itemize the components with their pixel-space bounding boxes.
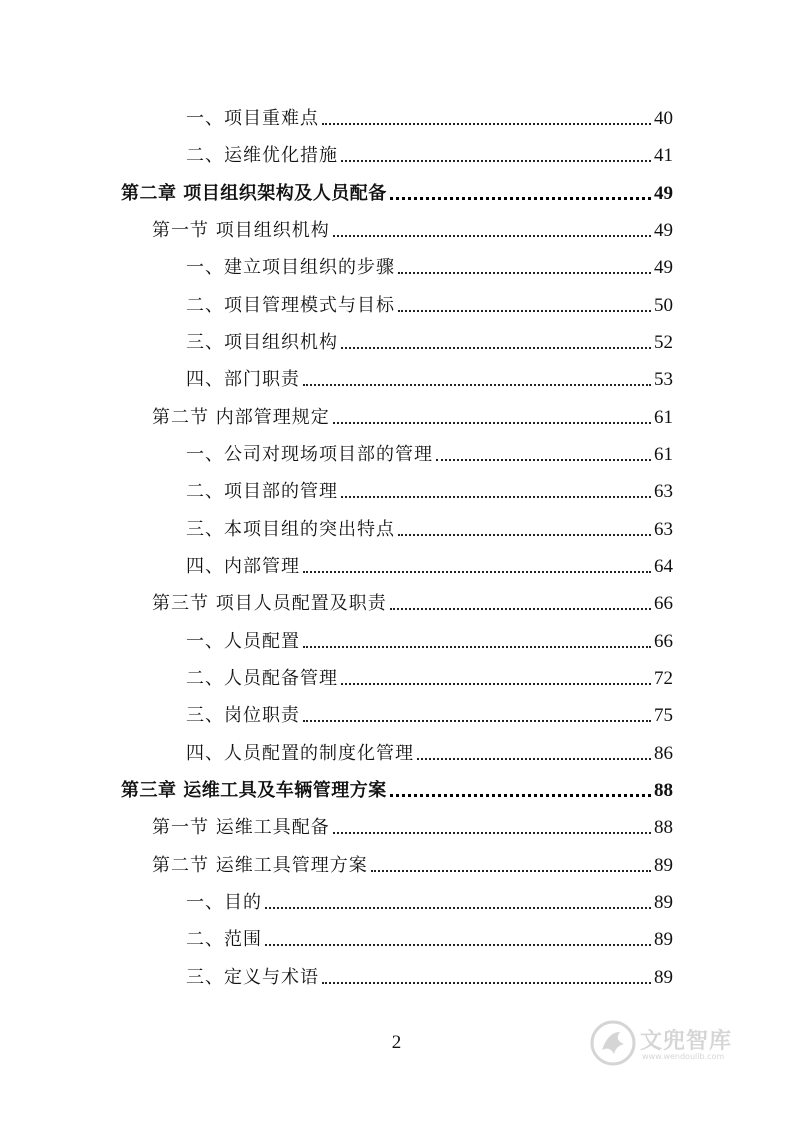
toc-leader-dots: [265, 906, 651, 909]
watermark: [590, 1016, 790, 1076]
toc-entry-label: 第二节 内部管理规定: [152, 407, 330, 428]
toc-leader-dots: [341, 495, 651, 498]
toc-leader-dots: [322, 981, 651, 984]
toc-entry-page: 72: [654, 668, 673, 689]
toc-leader-dots: [303, 570, 651, 573]
toc-entry-page: 66: [654, 593, 673, 614]
toc-leader-dots: [341, 682, 651, 685]
toc-entry-page: 49: [654, 257, 673, 278]
toc-entry-page: 63: [654, 519, 673, 540]
toc-entry-label: 四、部门职责: [186, 369, 300, 390]
toc-entry-label: 一、目的: [186, 892, 262, 913]
toc-entry-page: 88: [654, 817, 673, 838]
toc-entry-label: 四、内部管理: [186, 556, 300, 577]
toc-entry-label: 四、人员配置的制度化管理: [186, 743, 414, 764]
toc-leader-dots: [398, 533, 651, 536]
toc-entry-page: 50: [654, 295, 673, 316]
toc-entry-label: 二、运维优化措施: [186, 145, 338, 166]
toc-entry-page: 75: [654, 705, 673, 726]
toc-entry[interactable]: [186, 629, 673, 655]
toc-leader-dots: [390, 793, 651, 797]
toc-entry-page: 89: [654, 892, 673, 913]
toc-entry-label: 二、项目部的管理: [186, 481, 338, 502]
toc-entry[interactable]: [186, 330, 673, 356]
toc-entry-page: 88: [654, 780, 673, 801]
toc-leader-dots: [390, 607, 651, 610]
toc-entry-label: 三、本项目组的突出特点: [186, 519, 395, 540]
toc-entry-label: 三、项目组织机构: [186, 332, 338, 353]
watermark-url: www.wendoulib.com: [642, 1052, 725, 1061]
toc-entry[interactable]: [186, 965, 673, 991]
toc-leader-dots: [303, 719, 651, 722]
toc-entry[interactable]: [186, 741, 673, 767]
toc-entry-label: 三、岗位职责: [186, 705, 300, 726]
toc-entry-page: 66: [654, 631, 673, 652]
toc-leader-dots: [398, 309, 651, 312]
toc-entry-label: 第二章 项目组织架构及人员配备: [121, 183, 387, 204]
toc-entry-label: 第一节 项目组织机构: [152, 220, 330, 241]
toc-leader-dots: [341, 346, 651, 349]
toc-leader-dots: [333, 234, 651, 237]
toc-entry-page: 49: [654, 183, 673, 204]
toc-leader-dots: [322, 122, 651, 125]
toc-leader-dots: [417, 757, 651, 760]
page-number: 2: [391, 1032, 402, 1053]
toc-entry-label: 第一节 运维工具配备: [152, 817, 330, 838]
toc-entry-page: 86: [654, 743, 673, 764]
toc-entry[interactable]: [186, 666, 673, 692]
toc-entry[interactable]: [186, 255, 673, 281]
toc-entry-page: 53: [654, 369, 673, 390]
toc-chapter-entry[interactable]: [121, 181, 673, 207]
toc-chapter-entry[interactable]: [121, 778, 673, 804]
toc-entry-label: 一、建立项目组织的步骤: [186, 257, 395, 278]
toc-section-entry[interactable]: [152, 405, 673, 431]
toc-entry-page: 61: [654, 407, 673, 428]
toc-entry-page: 40: [654, 108, 673, 129]
watermark-brand: 文兜智库: [640, 1029, 733, 1054]
toc-leader-dots: [303, 645, 651, 648]
toc-leader-dots: [333, 421, 651, 424]
toc-entry-label: 二、项目管理模式与目标: [186, 295, 395, 316]
toc-section-entry[interactable]: [152, 591, 673, 617]
toc-leader-dots: [341, 159, 651, 162]
toc-entry-label: 二、范围: [186, 929, 262, 950]
toc-leader-dots: [436, 458, 651, 461]
wendou-logo-icon: [590, 1020, 636, 1066]
toc-entry[interactable]: [186, 442, 673, 468]
toc-entry[interactable]: [186, 367, 673, 393]
toc-entry-page: 89: [654, 967, 673, 988]
toc-entry-page: 89: [654, 855, 673, 876]
toc-entry[interactable]: [186, 106, 673, 132]
toc-leader-dots: [265, 943, 651, 946]
toc-leader-dots: [333, 831, 651, 834]
toc-entry-label: 三、定义与术语: [186, 967, 319, 988]
toc-entry[interactable]: [186, 927, 673, 953]
toc-leader-dots: [398, 271, 651, 274]
toc-section-entry[interactable]: [152, 815, 673, 841]
toc-entry-label: 第三节 项目人员配置及职责: [152, 593, 387, 614]
toc-entry[interactable]: [186, 703, 673, 729]
toc-entry-label: 一、项目重难点: [186, 108, 319, 129]
toc-leader-dots: [303, 383, 651, 386]
toc-entry-label: 一、公司对现场项目部的管理: [186, 444, 433, 465]
toc-leader-dots: [390, 196, 651, 200]
toc-entry-label: 第二节 运维工具管理方案: [152, 855, 368, 876]
toc-entry[interactable]: [186, 890, 673, 916]
toc-entry[interactable]: [186, 554, 673, 580]
toc-entry[interactable]: [186, 479, 673, 505]
toc-entry-page: 63: [654, 481, 673, 502]
toc-entry-label: 第三章 运维工具及车辆管理方案: [121, 780, 387, 801]
toc-section-entry[interactable]: [152, 218, 673, 244]
toc-entry[interactable]: [186, 293, 673, 319]
toc-entry-page: 61: [654, 444, 673, 465]
toc-entry[interactable]: [186, 517, 673, 543]
toc-entry-page: 89: [654, 929, 673, 950]
toc-entry-page: 49: [654, 220, 673, 241]
toc-entry-page: 52: [654, 332, 673, 353]
toc-entry[interactable]: [186, 143, 673, 169]
toc-entry-label: 二、人员配备管理: [186, 668, 338, 689]
toc-entry-page: 41: [654, 145, 673, 166]
toc-entry-label: 一、人员配置: [186, 631, 300, 652]
toc-section-entry[interactable]: [152, 853, 673, 879]
toc-entry-page: 64: [654, 556, 673, 577]
toc-leader-dots: [371, 869, 651, 872]
